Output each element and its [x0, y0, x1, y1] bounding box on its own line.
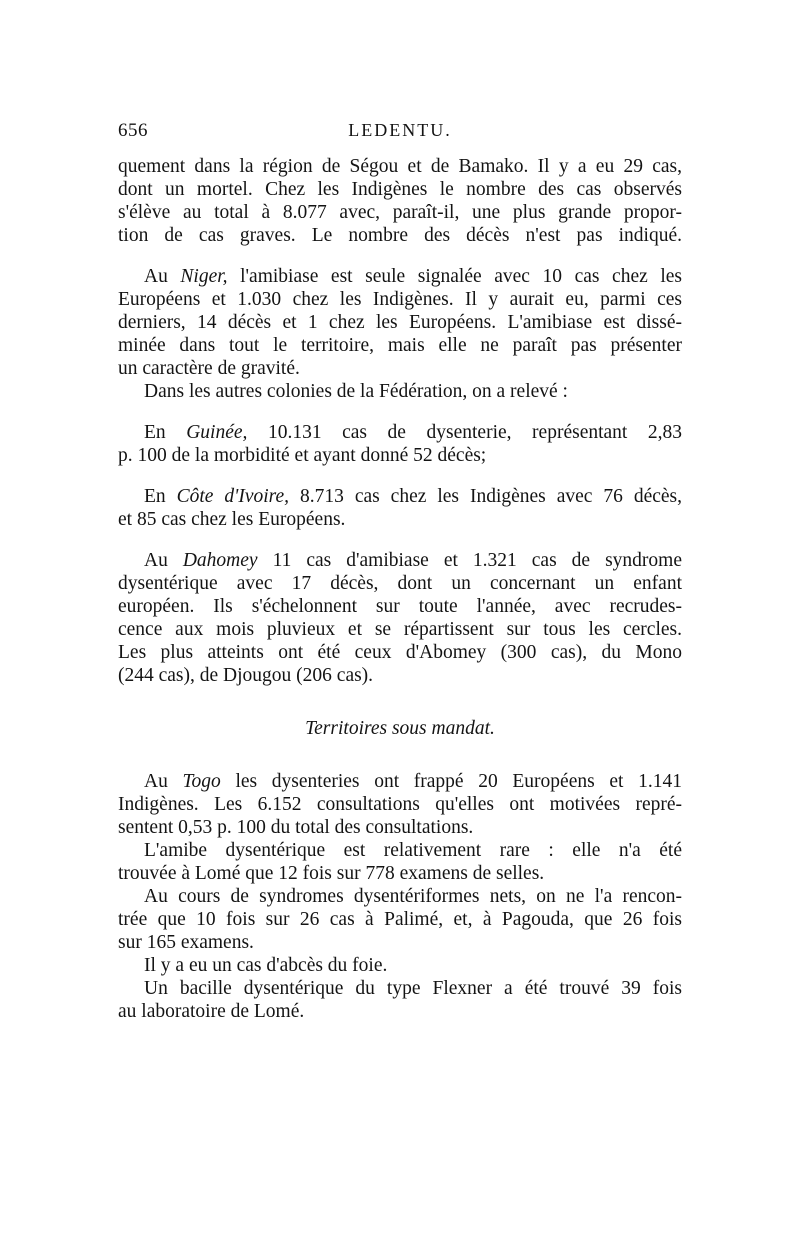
place-name: Côte d'Ivoire, [176, 486, 290, 507]
text-line: un caractère de gravité. [118, 358, 300, 379]
text-line: sentent 0,53 p. 100 du total des consultations. [118, 817, 474, 838]
text-span: les dysenteries ont frappé 20 Européens et 1.141 [220, 771, 682, 792]
text-line: Indigènes. Les 6.152 consultations qu'elles ont motivées repré- [118, 794, 682, 815]
place-name: Dahomey [182, 550, 258, 571]
text-line: dysentérique avec 17 décès, dont un concernant un enfant [118, 573, 682, 594]
section-title: Territoires sous mandat. [305, 718, 495, 739]
running-title: LEDENTU. [348, 120, 452, 140]
text-line [118, 549, 682, 572]
place-name: Niger, [180, 266, 228, 287]
text-span: Au [144, 550, 183, 571]
text-line: Il y a eu un cas d'abcès du foie. [144, 955, 388, 976]
text-line: trouvée à Lomé que 12 fois sur 778 examens de selles. [118, 863, 545, 884]
text-line: sur 165 examens. [118, 932, 254, 953]
text-line: au laboratoire de Lomé. [118, 1001, 305, 1022]
text-line: quement dans la région de Ségou et de Bamako. Il y a eu 29 cas, [118, 156, 682, 177]
body-text [118, 155, 682, 1023]
running-head [118, 120, 682, 144]
text-line: Un bacille dysentérique du type Flexner a été trouvé 39 fois [144, 978, 682, 999]
text-span: l'amibiase est seule signalée avec 10 cas chez les [227, 266, 682, 287]
page-number: 656 [118, 120, 148, 141]
text-line [118, 265, 682, 288]
text-span: En [144, 486, 177, 507]
text-span: Au [144, 266, 181, 287]
text-line: L'amibe dysentérique est relativement rare : elle n'a été [144, 840, 682, 861]
text-line: minée dans tout le territoire, mais elle ne paraît pas présenter [118, 335, 682, 356]
place-name: Guinée, [186, 422, 248, 443]
text-line: Européens et 1.030 chez les Indigènes. Il y aurait eu, parmi ces [118, 289, 682, 310]
text-line [118, 421, 682, 444]
text-span: Au [144, 771, 183, 792]
text-span: 11 cas d'amibiase et 1.321 cas de syndrome [257, 550, 682, 571]
text-span: 10.131 cas de dysenterie, représentant 2,83 [247, 422, 682, 443]
text-line: dont un mortel. Chez les Indigènes le nombre des cas observés [118, 179, 682, 200]
text-line: tion de cas graves. Le nombre des décès n'est pas indiqué. [118, 225, 682, 246]
text-span: En [144, 422, 187, 443]
text-line: (244 cas), de Djougou (206 cas). [118, 665, 374, 686]
text-line: Dans les autres colonies de la Fédération, on a relevé : [144, 381, 568, 402]
text-line: Au cours de syndromes dysentériformes nets, on ne l'a rencon- [144, 886, 682, 907]
text-line: européen. Ils s'échelonnent sur toute l'année, avec recrudes- [118, 596, 682, 617]
text-line: s'élève au total à 8.077 avec, paraît-il, une plus grande propor- [118, 202, 682, 223]
text-line: p. 100 de la morbidité et ayant donné 52 décès; [118, 445, 487, 466]
text-line: et 85 cas chez les Européens. [118, 509, 346, 530]
text-span: 8.713 cas chez les Indigènes avec 76 décès, [289, 486, 682, 507]
text-line: cence aux mois pluvieux et se répartissent sur tous les cercles. [118, 619, 682, 640]
text-line: derniers, 14 décès et 1 chez les Européens. L'amibiase est dissé- [118, 312, 682, 333]
text-line: trée que 10 fois sur 26 cas à Palimé, et, à Pagouda, que 26 fois [118, 909, 682, 930]
text-line: Les plus atteints ont été ceux d'Abomey (300 cas), du Mono [118, 642, 682, 663]
text-line [118, 485, 682, 508]
place-name: Togo [182, 771, 221, 792]
text-line [118, 770, 682, 793]
